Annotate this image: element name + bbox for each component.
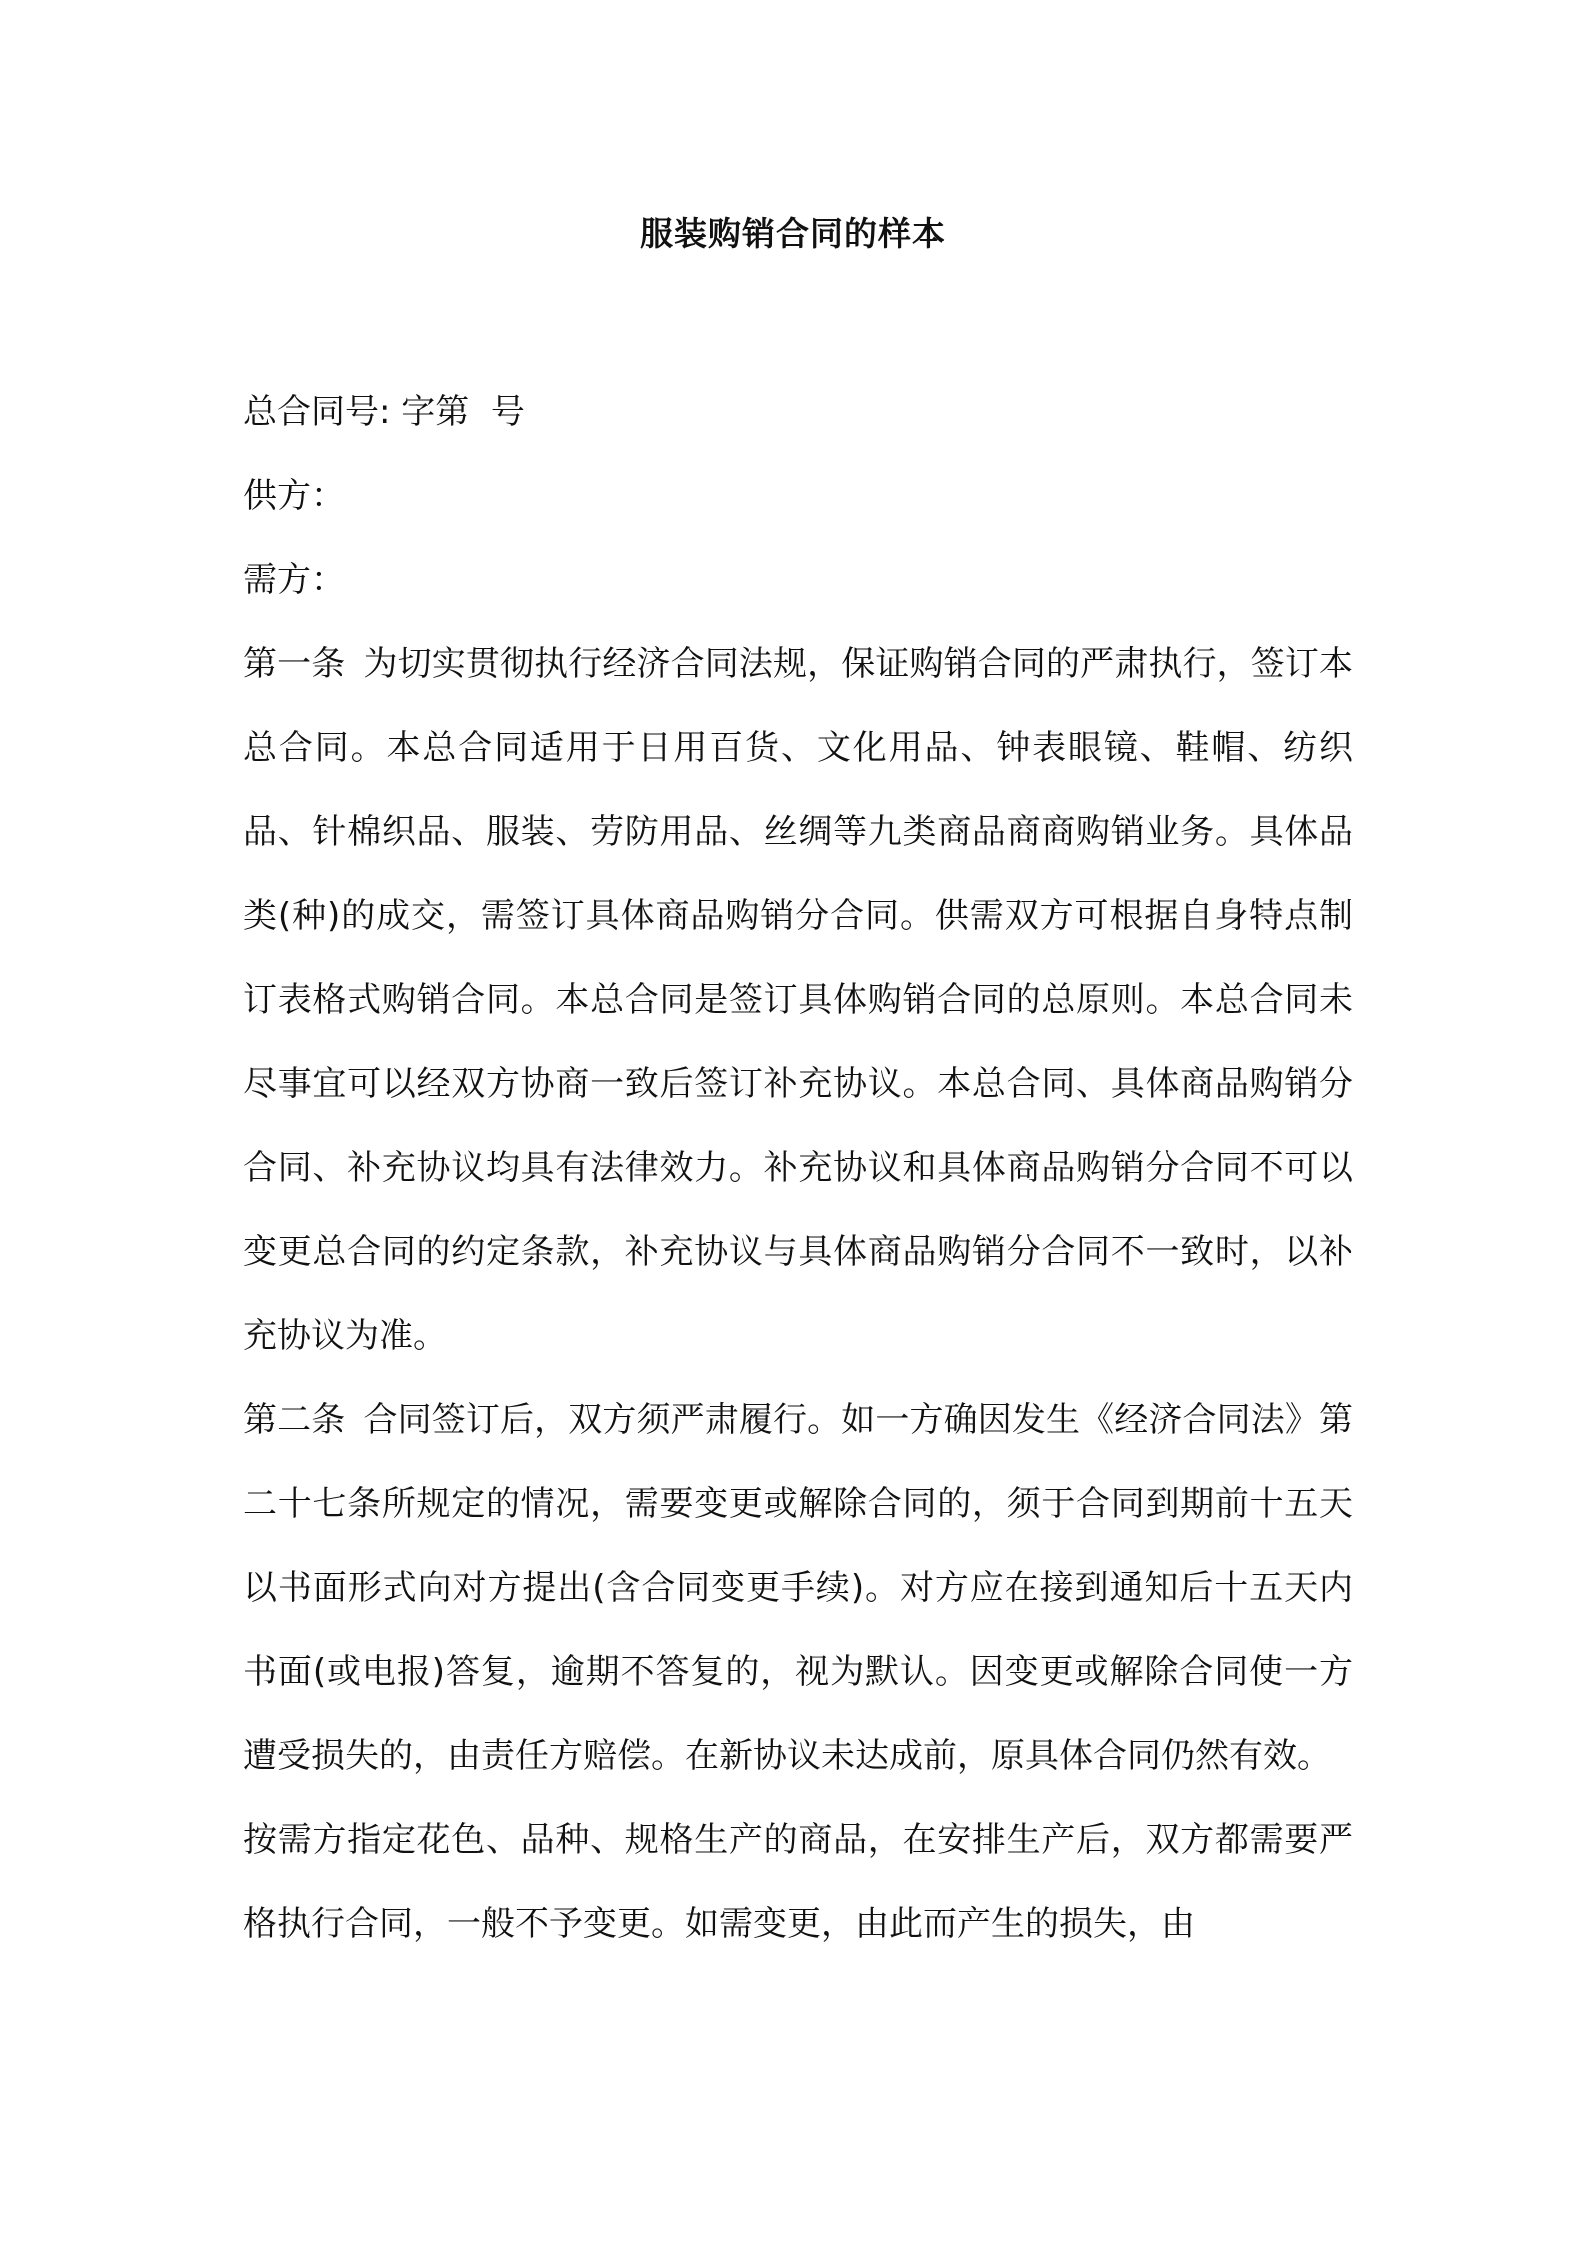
article-heading: 第一条 (243, 644, 346, 684)
buyer-label: 需方： (243, 560, 345, 600)
article-heading: 第二条 (243, 1400, 346, 1440)
contract-number-line (243, 370, 1353, 454)
document-title: 服装购销合同的样本 (640, 214, 946, 253)
contract-number-value: 字第 号 (401, 392, 525, 432)
article-paragraph (243, 622, 1353, 1378)
supplier-label: 供方： (243, 476, 345, 516)
article-paragraph (243, 1378, 1353, 1798)
closing-paragraph: 按需方指定花色、品种、规格生产的商品，在安排生产后，双方都需要严格执行合同，一般不予变更。如需变更，由此而产生的损失，由 (243, 1820, 1353, 1944)
article-text: 合同签订后，双方须严肃履行。如一方确因发生《经济合同法》第二十七条所规定的情况，需要变更或解除合同的，须于合同到期前十五天以书面形式向对方提出(含合同变更手续)。对方应在接到通知后十五天内书面(或电报)答复，逾期不答复的，视为默认。因变更或解除合同使一方遭受损失的，由责任方赔偿。在新协议未达成前，原具体合同仍然有效。 (243, 1400, 1353, 1776)
document-body (243, 370, 1353, 1966)
contract-number-label: 总合同号: (243, 392, 391, 432)
supplier-line (243, 454, 1353, 538)
buyer-line (243, 538, 1353, 622)
article-text: 为切实贯彻执行经济合同法规，保证购销合同的严肃执行，签订本总合同。本总合同适用于日用百货、文化用品、钟表眼镜、鞋帽、纺织品、针棉织品、服装、劳防用品、丝绸等九类商品商商购销业务。具体品类(种)的成交，需签订具体商品购销分合同。供需双方可根据自身特点制订表格式购销合同。本总合同是签订具体购销合同的总原则。本总合同未尽事宜可以经双方协商一致后签订补充协议。本总合同、具体商品购销分合同、补充协议均具有法律效力。补充协议和具体商品购销分合同不可以变更总合同的约定条款，补充协议与具体商品购销分合同不一致时，以补充协议为准。 (243, 644, 1353, 1356)
